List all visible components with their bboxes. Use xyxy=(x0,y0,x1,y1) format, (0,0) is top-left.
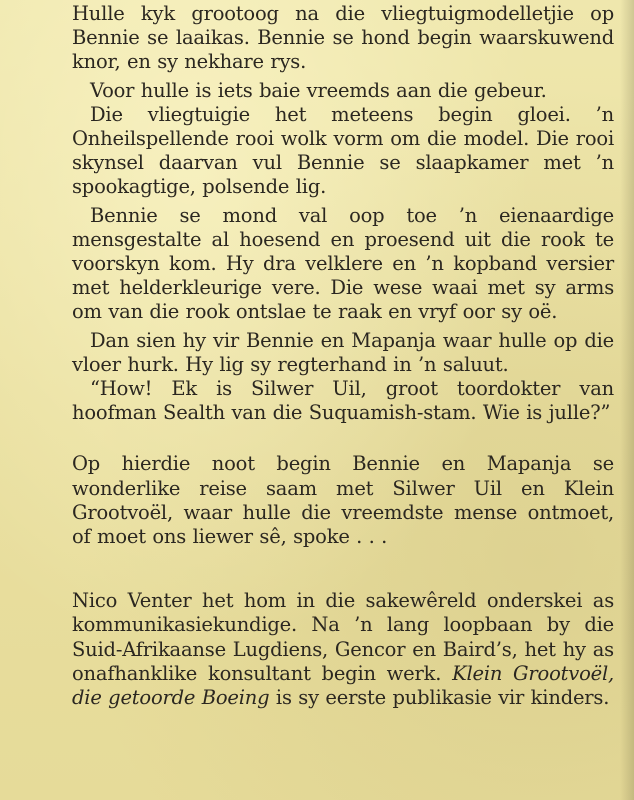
blurb-paragraph: Op hierdie noot begin Bennie en Mapanja se wonderlike reise saam met Silwer Uil en Klein Grootvoël, waar hulle die vreemdste mense ontmoet, of moet ons liewer sê, spoke . . . xyxy=(72,452,614,549)
paragraph-6: “How! Ek is Silwer Uil, groot toordokter van hoofman Sealth van die Suquamish-stam. Wie is julle?” xyxy=(72,377,614,425)
paragraph-2: Voor hulle is iets baie vreemds aan die gebeur. xyxy=(90,78,547,102)
paragraph-3: Die vliegtuigie het meteens begin gloei. ’n Onheilspellende rooi wolk vorm om die model. Die rooi skynsel daarvan vul Bennie se slaapkamer met ’n spookagtige, polsende lig. xyxy=(72,102,614,199)
paragraph-1: Hulle kyk grootoog na die vliegtuigmodelletjie op Bennie se laaikas. Bennie se hond begin waarskuwend knor, en sy nekhare rys. xyxy=(72,2,614,74)
book-title: Klein Grootvoël, die getoorde Boeing xyxy=(72,661,614,710)
author-bio xyxy=(72,589,614,710)
paragraph-5: Dan sien hy vir Bennie en Mapanja waar hulle op die vloer hurk. Hy lig sy regterhand in ’n saluut. xyxy=(72,328,614,376)
page-edge-shadow xyxy=(620,0,634,800)
paragraph-4: Bennie se mond val oop toe ’n eienaardige mensgestalte al hoesend en proesend uit die rook te voorskyn kom. Hy dra velklere en ’n kopband versier met helderkleurige vere. Die wese waai met sy arms om van die rook ontslae te raak en vryf oor sy oë. xyxy=(72,203,614,324)
author-bio-end: is sy eerste publikasie vir kinders. xyxy=(269,686,610,710)
author-bio-start: Nico Venter het hom in die sakewêreld onderskei as kommunikasiekundige. Na ’n lang loopbaan by die Suid-Afrikaanse Lugdiens, Gencor en Baird’s, het hy as onafhanklike konsultant begin werk. xyxy=(72,589,614,685)
